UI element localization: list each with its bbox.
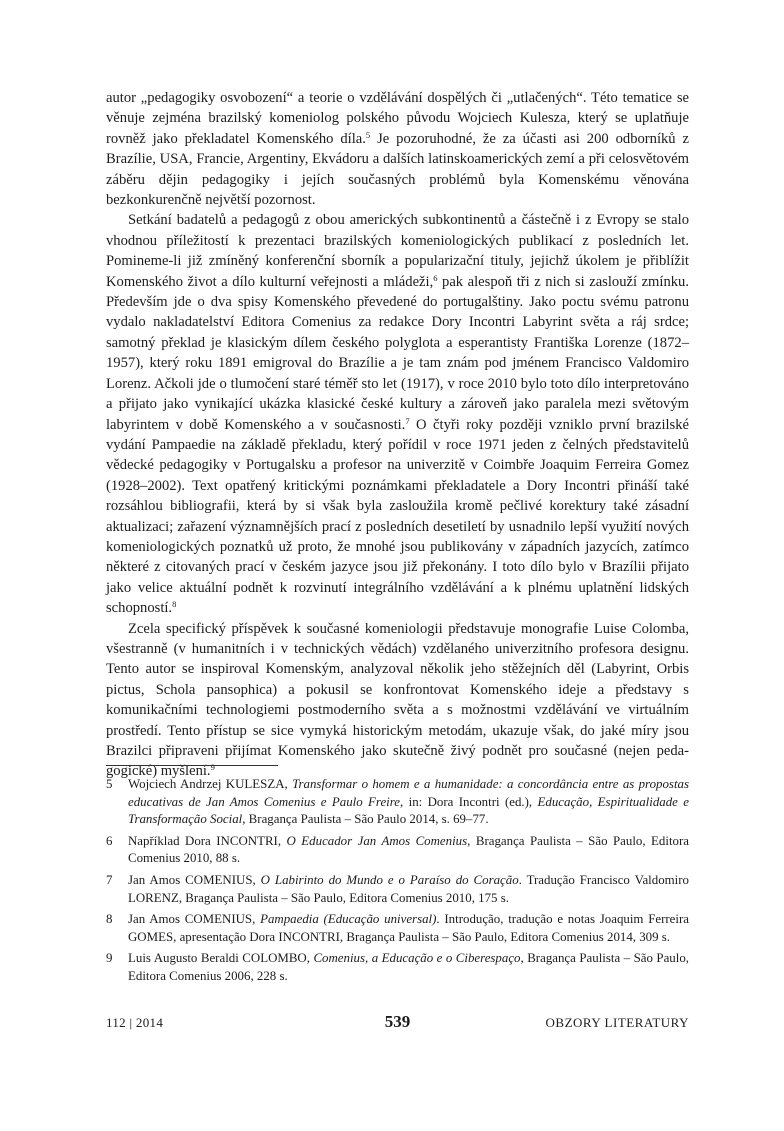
- journal-name: OBZORY LITERATURY: [545, 1015, 689, 1030]
- footnote-number: 5: [106, 777, 113, 791]
- text-run: . Introdução, tradução e notas Joaquim Ferreira GOMES, apresentação Dora INCONTRI, Bragança Paulista – São Paulo, Editora Comenius 2014, 309 s.: [128, 912, 689, 944]
- footnote-ref: 8: [172, 599, 177, 610]
- text-run: Je pozoruhodné, že za účasti asi 200 odborníků z Brazílie, USA, Francie, Argentiny, Ekvádoru a dalších latinskoamerických zemí a při celosvětovém záběru dějin pedagogiky i jejích současných problémů byla Komenskému věnována bezkonkurenčně největší pozornost.: [106, 130, 689, 209]
- text-run: Například Dora INCONTRI,: [128, 833, 287, 848]
- footnote-ref: 6: [433, 272, 438, 283]
- text-run: , Bragança Paulista – São Paulo, Editora Comenius 2010, 88 s.: [128, 833, 689, 866]
- footnote: [106, 833, 689, 868]
- text-run: Wojciech Andrzej KULESZA,: [128, 777, 293, 791]
- italic-title: Educação, Espiritualidade e Transformação Social: [128, 794, 689, 827]
- footnote: [106, 872, 689, 907]
- italic-title: O Labirinto do Mundo e o Paraíso do Coração: [260, 872, 519, 887]
- footnote-separator: [106, 765, 278, 766]
- footnote-text: [128, 911, 689, 946]
- footnote-ref: 5: [365, 129, 371, 140]
- footnote-number: 7: [106, 872, 113, 887]
- issue-label: 112 | 2014: [106, 1015, 164, 1030]
- text-run: , Bragança Paulista – São Paulo, Editora Comenius 2006, 228 s.: [128, 951, 689, 983]
- footnote-text: [128, 833, 689, 868]
- footnote-ref: 7: [405, 415, 410, 426]
- paragraph: [106, 88, 689, 210]
- text-run: Jan Amos COMENIUS,: [128, 872, 261, 887]
- page-footer: [106, 1012, 689, 1036]
- footnote-number: 8: [106, 912, 113, 927]
- text-run: Zcela specifický příspěvek k současné komeniologii představuje monografie Luise Colomba, všestranně (v humanitních i v technických vědách) vzdělaného univerzitního profesora designu. Tento autor se inspiroval Komenským, analyzoval několik jeho stěžejních děl (Labyrint, Orbis pictus, Schola pansophica) a pokusil se konfrontovat Komenského ideje a představy s komunikačními technologiemi postmoderního světa a s možnostmi vzdělávání ve virtuálním prostředí. Tento přístup se sice vymyká historickým metodám, ukazuje však, do jaké míry jsou Brazilci připraveni přijímat Komenského jako skutečně živý podnět pro současné (nejen pedagogické) myšlení.: [106, 620, 689, 780]
- text-run: . Tradução Francisco Valdomiro LORENZ, Bragança Paulista – São Paulo, Editora Comenius 2010, 175 s.: [128, 872, 689, 905]
- italic-title: O Educador Jan Amos Comenius: [286, 833, 468, 848]
- paragraph: [106, 619, 689, 782]
- italic-title: Transformar o homem e a humanidade: a concordância entre as propostas educativas de Jan Amos Comenius e Paulo Freire: [128, 777, 689, 809]
- footnote-text: [128, 872, 689, 907]
- footnote-text: [128, 950, 689, 985]
- text-run: pak alespoň tři z nich si zaslouží zmínku. Především jde o dva spisy Komenského převedené do portugalštiny. Jako poctu svému patronu vydalo nakladatelství Editora Comenius za redakce Dory Incontri Labyrint světa a ráj srdce; samotný překlad je klasickým dílem českého polyglota a esperantisty Františka Lorenze (1872–1957), který roku 1891 emigroval do Brazílie a je tam znám pod jménem Francisco Valdomiro Lorenz. Ačkoli jde o tlumočení staré téměř sto let (1917), v roce 2010 bylo toto dílo interpretováno a přijato jako vynikající ukázka klasické české kultury a zároveň jako paralela mezi světovým labyrintem v době Komenského a v současnosti.: [106, 273, 689, 433]
- italic-title: Pampaedia (Educação universal): [260, 912, 437, 927]
- footnote: [106, 950, 689, 985]
- main-text: [106, 88, 689, 782]
- italic-title: Comenius, a Educação e o Ciberespaço: [313, 951, 521, 966]
- text-run: Jan Amos COMENIUS,: [128, 912, 261, 927]
- page-number: 539: [384, 1012, 411, 1031]
- footnote: [106, 911, 689, 946]
- paragraph: [106, 210, 689, 618]
- footnote-text: [128, 776, 689, 829]
- footnote-number: 9: [106, 951, 113, 966]
- text-run: O čtyři roky později vzniklo první brazilské vydání Pampaedie na základě překladu, který pořídil v roce 1971 jeden z čelných představitelů vědecké pedagogiky v Portugalsku a profesor na univerzitě v Coimbře Joaquim Ferreira Gomez (1928–2002). Text opatřený kritickými poznámkami překladatele a Dory Incontri přináší také rozsáhlou bibliografii, která by si však byla zasloužila kromě pečlivé korektury také zásadní aktualizaci; zařazení významnějších prací z posledních desetiletí by usnadnilo lepší využití nových komeniologických poznatků už proto, že mnohé jsou publikovány v západních jazycích, zatímco některé z citovaných prací v českém jazyce jsou již překonány. I toto dílo bylo v Brazílii přijato jako velice aktuální podnět k rozvinutí integrálního vzdělávání a k plnému uplatnění lidských schopností.: [106, 416, 690, 617]
- text-run: Setkání badatelů a pedagogů z obou amerických subkontinentů a částečně i z Evropy se stalo vhodnou příležitostí k prezentaci brazilských komeniologických publikací z posledních let. Pomineme-li již zmíněný konferenční sborník a popularizační tituly, jejichž úkolem je přiblížit Komenského život a dílo kulturní veřejnosti a mládeži,: [106, 212, 689, 290]
- footnotes: [106, 776, 689, 990]
- text-run: , in: Dora Incontri (ed.),: [400, 794, 538, 809]
- text-run: autor „pedagogiky osvobození“ a teorie o vzdělávání dospělých či „utlačených“. Této tematice se věnuje zejména brazilský komeniolog polského původu Wojciech Kulesza, který se uplatňuje rovněž jako překladatel Komenského díla.: [106, 90, 689, 147]
- text-run: , Bragança Paulista – São Paulo 2014, s. 69–77.: [242, 812, 489, 827]
- text-run: Luis Augusto Beraldi COLOMBO,: [128, 951, 314, 966]
- footnote-ref: 9: [210, 762, 215, 773]
- footnote-number: 6: [106, 833, 113, 848]
- footnote: [106, 776, 689, 829]
